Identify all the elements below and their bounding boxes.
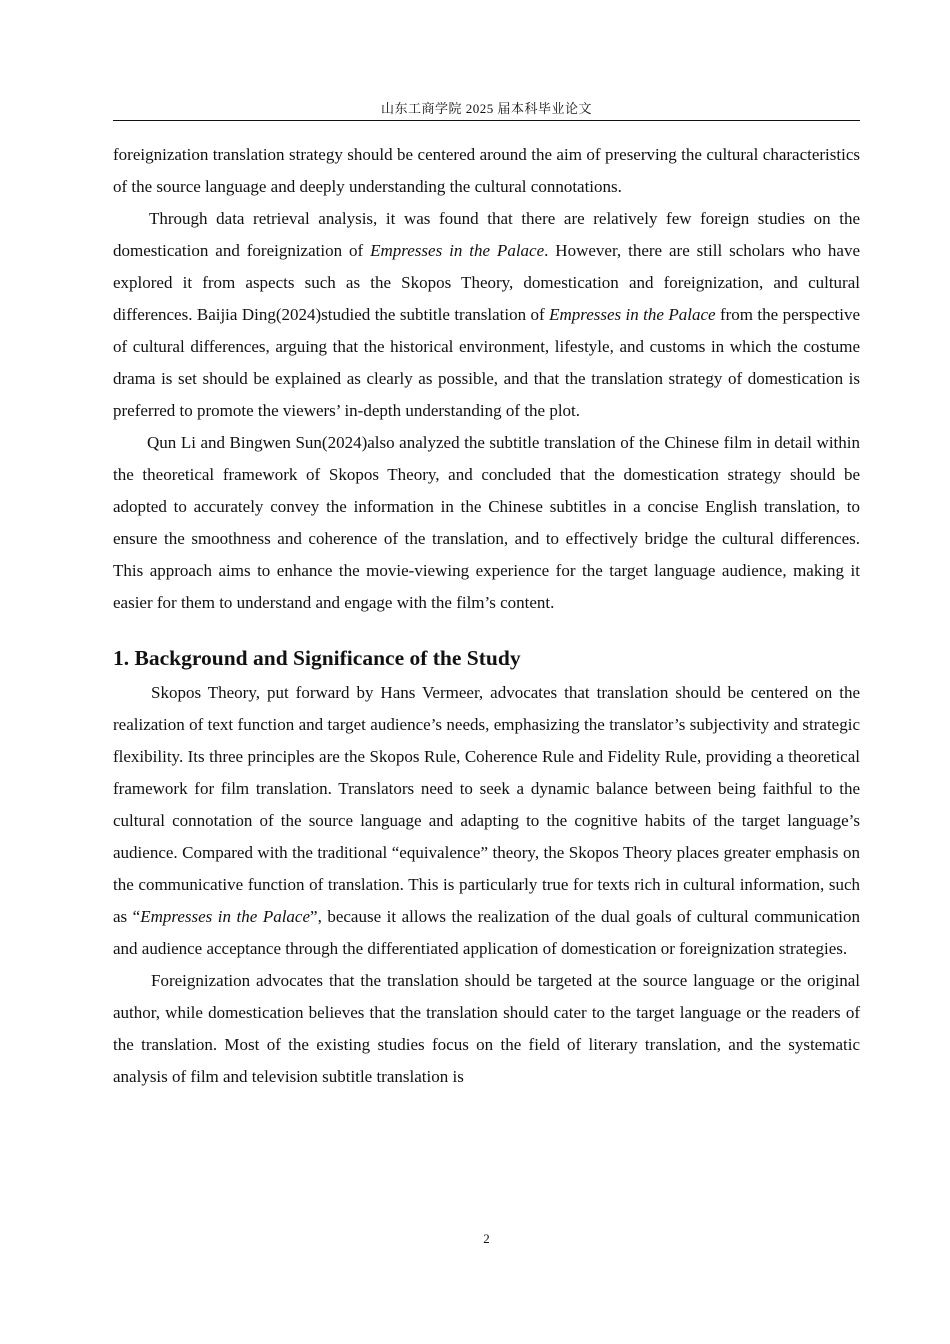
- paragraph-text: . However, there are still scholars who have explored it from aspects such as the Skopos Theory, domestication and foreignization, and cultural differences. Baijia Ding(2024)studied the subtitle translation of: [113, 241, 860, 324]
- work-title-italic: Empresses in the Palace: [140, 907, 311, 926]
- paragraph-text: Skopos Theory, put forward by Hans Vermeer, advocates that translation should be centered on the realization of text function and target audience’s needs, emphasizing the translator’s subjectivity and strategic flexibility. Its three principles are the Skopos Rule, Coherence Rule and Fidelity Rule, providing a theoretical framework for film translation. Translators need to seek a dynamic balance between being faithful to the cultural connotation of the source language and adapting to the cognitive habits of the target language’s audience. Compared with the traditional “equivalence” theory, the Skopos Theory places greater emphasis on the communicative function of translation. This is particularly true for texts rich in cultural information, such as “: [113, 683, 860, 926]
- section-heading: 1. Background and Significance of the Study: [113, 646, 521, 670]
- paragraph-text: Through data retrieval analysis, it was found that there are relatively few foreign studies on the domestication and foreignization of: [113, 209, 860, 260]
- work-title-italic: Empresses in the Palace: [370, 241, 545, 260]
- header-rule: [113, 120, 860, 121]
- page-number: 2: [483, 1231, 490, 1246]
- paragraph-text: from the perspective of cultural differences, arguing that the historical environment, lifestyle, and customs in which the costume drama is set should be explained as clearly as possible, and that the translation strategy of domestication is preferred to promote the viewers’ in-depth understanding of the plot.: [113, 305, 860, 420]
- paragraph-data-retrieval: [113, 203, 860, 427]
- document-body: [113, 139, 860, 1093]
- paragraph-foreignization: Foreignization advocates that the translation should be targeted at the source language or the original author, while domestication believes that the translation should cater to the target language or the readers of the translation. Most of the existing studies focus on the field of literary translation, and the systematic analysis of film and television subtitle translation is: [113, 971, 860, 1086]
- paragraph-qun-li: Qun Li and Bingwen Sun(2024)also analyzed the subtitle translation of the Chinese film in detail within the theoretical framework of Skopos Theory, and concluded that the domestication strategy should be adopted to accurately convey the information in the Chinese subtitles in a concise English translation, to ensure the smoothness and coherence of the translation, and to effectively bridge the cultural differences. This approach aims to enhance the movie-viewing experience for the target language audience, making it easier for them to understand and engage with the film’s content.: [113, 433, 860, 612]
- work-title-italic: Empresses in the Palace: [549, 305, 716, 324]
- paragraph-skopos-theory: [113, 677, 860, 965]
- paragraph-continuation: foreignization translation strategy should be centered around the aim of preserving the cultural characteristics of the source language and deeply understanding the cultural connotations.: [113, 145, 860, 196]
- page-header: 山东工商学院 2025 届本科毕业论文: [380, 101, 592, 116]
- paragraph-text: ”, because it allows the realization of the dual goals of cultural communication and audience acceptance through the differentiated application of domestication or foreignization strategies.: [113, 907, 860, 958]
